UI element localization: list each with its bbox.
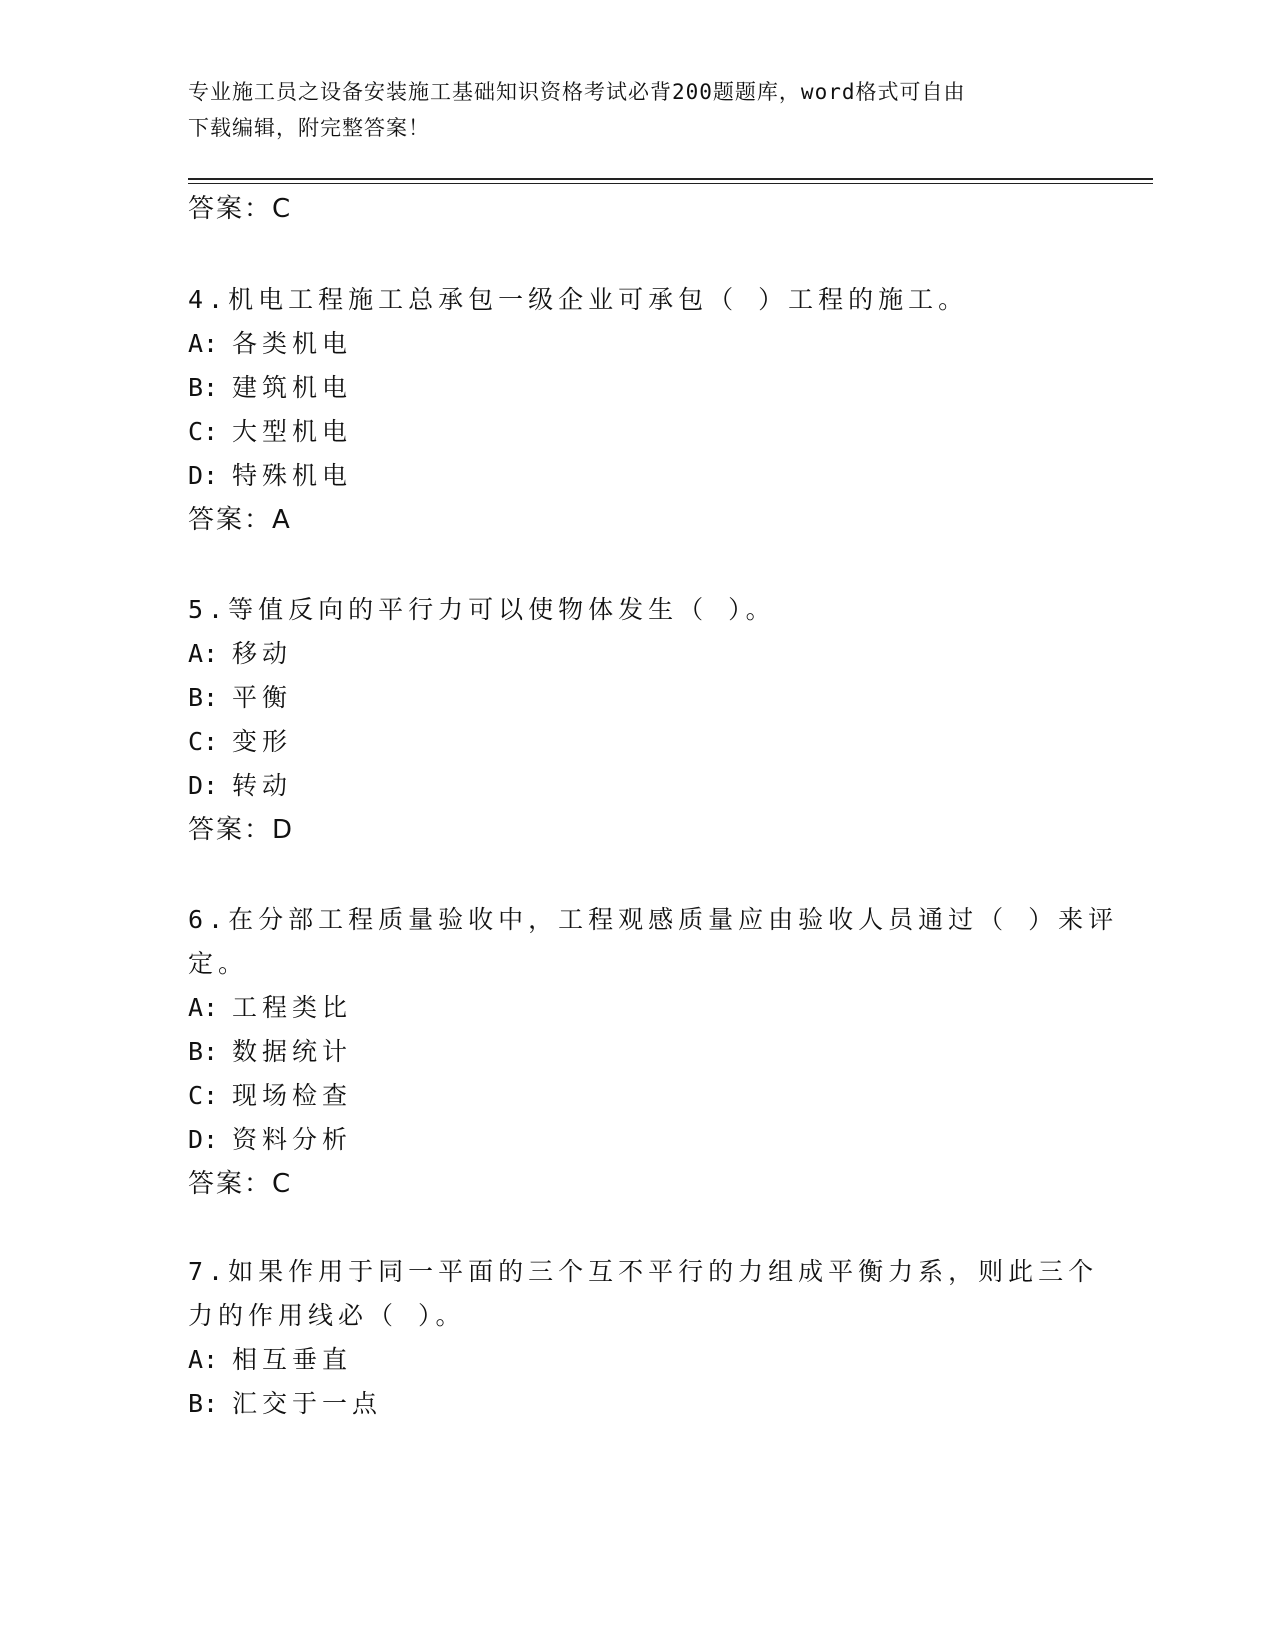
question-6-stem-line-1: 6.在分部工程质量验收中，工程观感质量应由验收人员通过（ ）来评 xyxy=(188,905,1119,934)
header-divider-thick xyxy=(188,178,1153,180)
question-4-option-d xyxy=(188,460,352,492)
question-5-option-b xyxy=(188,682,292,714)
option-key: C: xyxy=(188,727,219,756)
option-key: D: xyxy=(188,1125,219,1154)
option-text: 数据统计 xyxy=(232,1037,353,1066)
question-5-option-c xyxy=(188,726,292,758)
question-6-stem-line-2: 定。 xyxy=(188,949,249,978)
question-6-answer: 答案：C xyxy=(188,1169,293,1199)
option-key: C: xyxy=(188,417,219,446)
option-text: 各类机电 xyxy=(232,329,353,358)
previous-answer: 答案：C xyxy=(188,194,293,224)
option-key: D: xyxy=(188,461,219,490)
option-text: 现场检查 xyxy=(232,1081,353,1110)
option-key: D: xyxy=(188,771,219,800)
option-text: 特殊机电 xyxy=(232,461,353,490)
option-key: A: xyxy=(188,1345,219,1374)
question-7-option-a xyxy=(188,1344,352,1376)
option-text: 相互垂直 xyxy=(232,1345,353,1374)
option-key: A: xyxy=(188,639,219,668)
question-4-answer: 答案：A xyxy=(188,505,292,535)
question-4-stem: 4.机电工程施工总承包一级企业可承包（ ）工程的施工。 xyxy=(188,285,969,314)
option-text: 变形 xyxy=(232,727,293,756)
option-key: B: xyxy=(188,373,219,402)
question-4-option-c xyxy=(188,416,352,448)
option-key: B: xyxy=(188,683,219,712)
option-text: 大型机电 xyxy=(232,417,353,446)
question-7-stem-line-1: 7.如果作用于同一平面的三个互不平行的力组成平衡力系，则此三个 xyxy=(188,1257,1099,1286)
question-5-option-d xyxy=(188,770,292,802)
question-5-stem: 5.等值反向的平行力可以使物体发生（ ）。 xyxy=(188,595,776,624)
option-text: 资料分析 xyxy=(232,1125,353,1154)
question-7-stem-line-2: 力的作用线必（ ）。 xyxy=(188,1301,466,1330)
header-line-2: 下载编辑，附完整答案！ xyxy=(188,116,430,140)
option-text: 平衡 xyxy=(232,683,293,712)
option-key: B: xyxy=(188,1389,219,1418)
question-5-answer: 答案：D xyxy=(188,815,295,845)
option-text: 移动 xyxy=(232,639,293,668)
option-key: B: xyxy=(188,1037,219,1066)
question-4-option-a xyxy=(188,328,352,360)
document-header xyxy=(188,74,1088,146)
header-divider-thin xyxy=(188,183,1153,184)
option-text: 转动 xyxy=(232,771,293,800)
question-7-option-b xyxy=(188,1388,382,1420)
question-6-option-a xyxy=(188,992,352,1024)
option-key: A: xyxy=(188,993,219,1022)
question-6-option-c xyxy=(188,1080,352,1112)
option-text: 建筑机电 xyxy=(232,373,353,402)
option-key: C: xyxy=(188,1081,219,1110)
question-4-option-b xyxy=(188,372,352,404)
question-6-option-d xyxy=(188,1124,352,1156)
option-text: 汇交于一点 xyxy=(232,1389,383,1418)
option-text: 工程类比 xyxy=(232,993,353,1022)
option-key: A: xyxy=(188,329,219,358)
header-line-1: 专业施工员之设备安装施工基础知识资格考试必背200题题库，word格式可自由 xyxy=(188,80,966,104)
question-6-option-b xyxy=(188,1036,352,1068)
question-5-option-a xyxy=(188,638,292,670)
